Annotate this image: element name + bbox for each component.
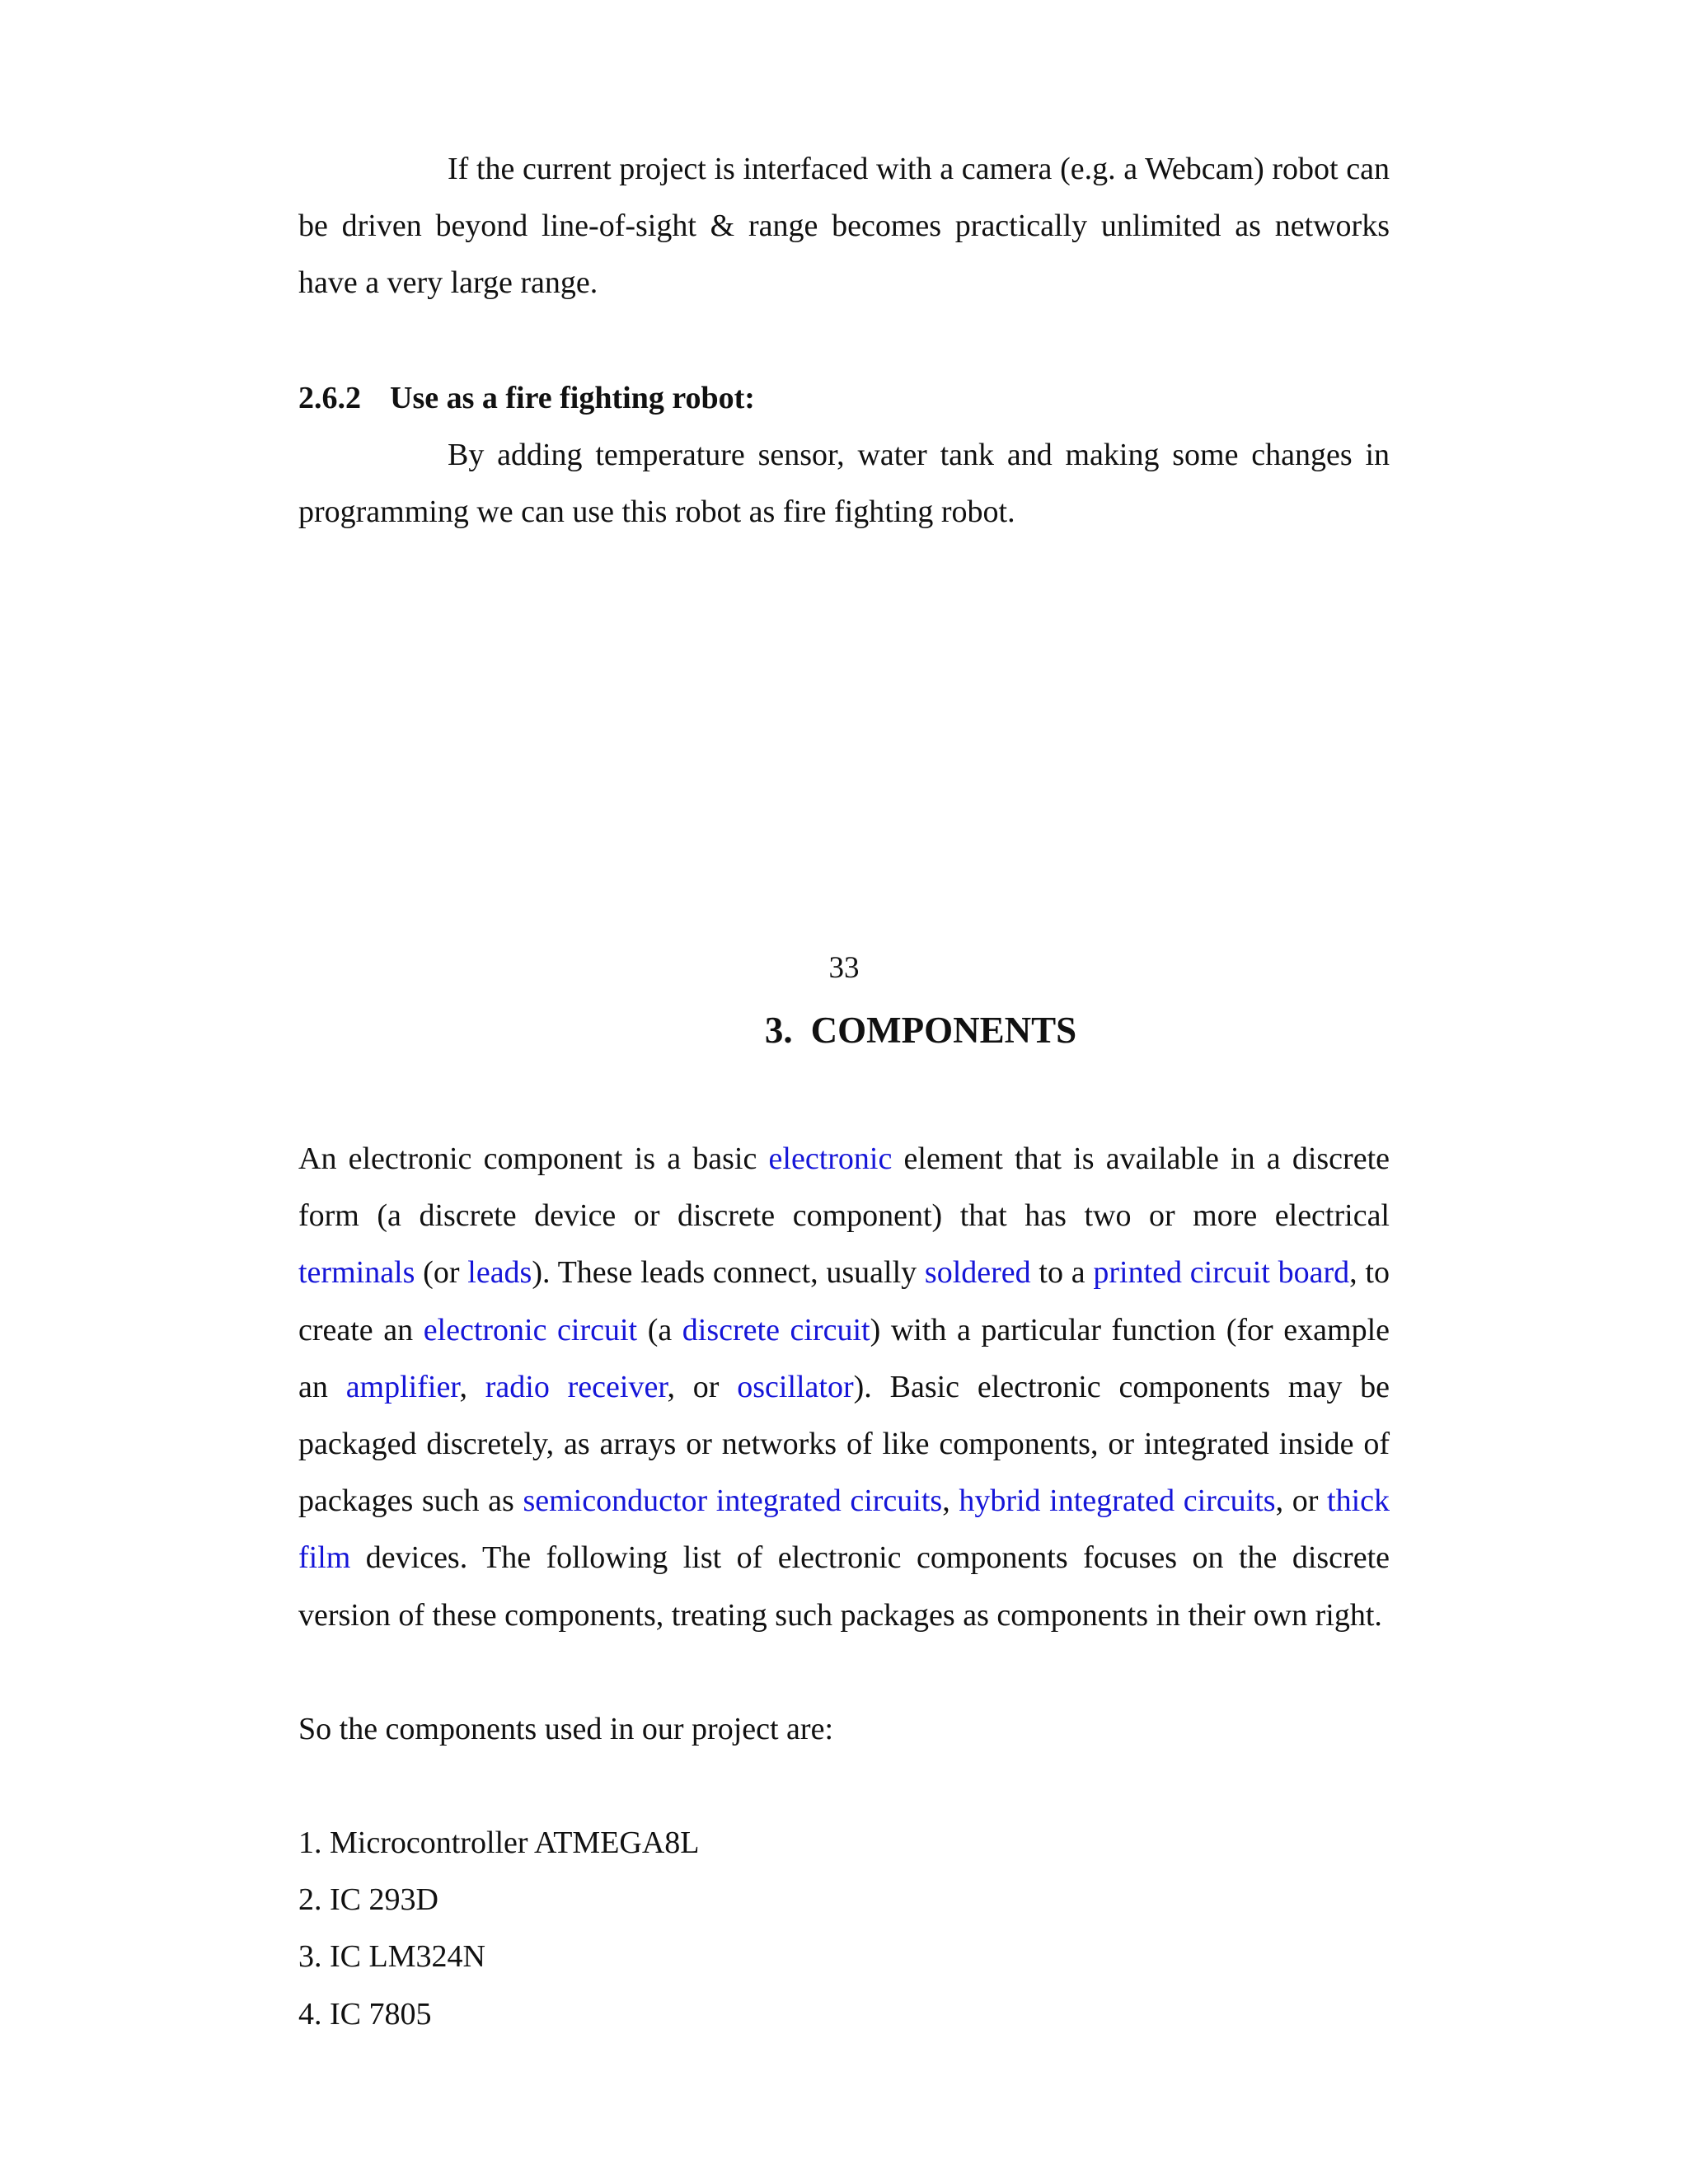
page-number: 33 [828, 951, 860, 985]
link-radio-receiver[interactable]: radio receiver [485, 1369, 668, 1404]
link-electronic-circuit[interactable]: electronic circuit [423, 1312, 638, 1347]
paragraph-components-intro [298, 1131, 1390, 1644]
intro-text: An electronic component is a basic [298, 1141, 769, 1176]
list-item: 2. IC 293D [298, 1882, 438, 1918]
list-item: 4. IC 7805 [298, 1996, 432, 2032]
list-item: 3. IC LM324N [298, 1939, 485, 1975]
chapter-title-text: COMPONENTS [810, 1010, 1077, 1051]
link-hybrid-integrated-circuits[interactable]: hybrid integrated circuits [959, 1483, 1276, 1519]
link-oscillator[interactable]: oscillator [737, 1369, 854, 1404]
link-printed-circuit-board[interactable]: printed circuit board [1093, 1255, 1350, 1291]
chapter-number: 3. [764, 1010, 793, 1051]
paragraph-list-intro: So the components used in our project are: [298, 1712, 834, 1746]
paragraph-fire-fighting: By adding temperature sensor, water tank and making some changes in programming we can use this robot as fire fighting robot. [298, 438, 1390, 530]
intro-text: , [459, 1369, 485, 1404]
link-thick-film[interactable]: thick film [298, 1483, 1390, 1576]
link-amplifier[interactable]: amplifier [345, 1369, 460, 1404]
link-soldered[interactable]: soldered [924, 1255, 1031, 1291]
intro-text: to a [1030, 1255, 1094, 1291]
link-discrete-circuit[interactable]: discrete circuit [682, 1312, 870, 1347]
list-item: 1. Microcontroller ATMEGA8L [298, 1825, 700, 1860]
intro-text: (a [637, 1312, 682, 1347]
link-leads[interactable]: leads [467, 1255, 532, 1291]
intro-text: , or [667, 1369, 738, 1404]
intro-text: , [942, 1483, 959, 1519]
intro-text: , or [1275, 1483, 1328, 1519]
intro-text: ). These leads connect, usually [532, 1255, 925, 1291]
section-heading-2-6-2 [298, 370, 1390, 427]
chapter-title [0, 1001, 1688, 1059]
link-electronic[interactable]: electronic [768, 1141, 893, 1176]
intro-text: , to create an [298, 1255, 1390, 1347]
paragraph-camera-range: If the current project is interfaced with a camera (e.g. a Webcam) robot can be driven beyond line-of-sight & range becomes practically unlimited as networks have a very large range. [298, 152, 1390, 301]
link-terminals[interactable]: terminals [298, 1255, 415, 1291]
section-title: Use as a fire fighting robot: [390, 381, 755, 415]
components-list [298, 1815, 1390, 2043]
intro-text: element that is available in a discrete form (a discrete device or discrete component) that has two or more electrical [298, 1141, 1390, 1234]
section-number: 2.6.2 [298, 381, 361, 415]
intro-text: (or [415, 1255, 468, 1291]
intro-text: ). Basic electronic components may be packaged discretely, as arrays or networks of like components, or integrated inside of packages such as [298, 1369, 1390, 1519]
intro-text: ) with a particular function (for example an [298, 1312, 1390, 1404]
intro-text: devices. The following list of electronic components focuses on the discrete version of these components, treating such packages as components in their own right. [298, 1540, 1390, 1633]
link-semiconductor-integrated-circuits[interactable]: semiconductor integrated circuits [523, 1483, 943, 1519]
